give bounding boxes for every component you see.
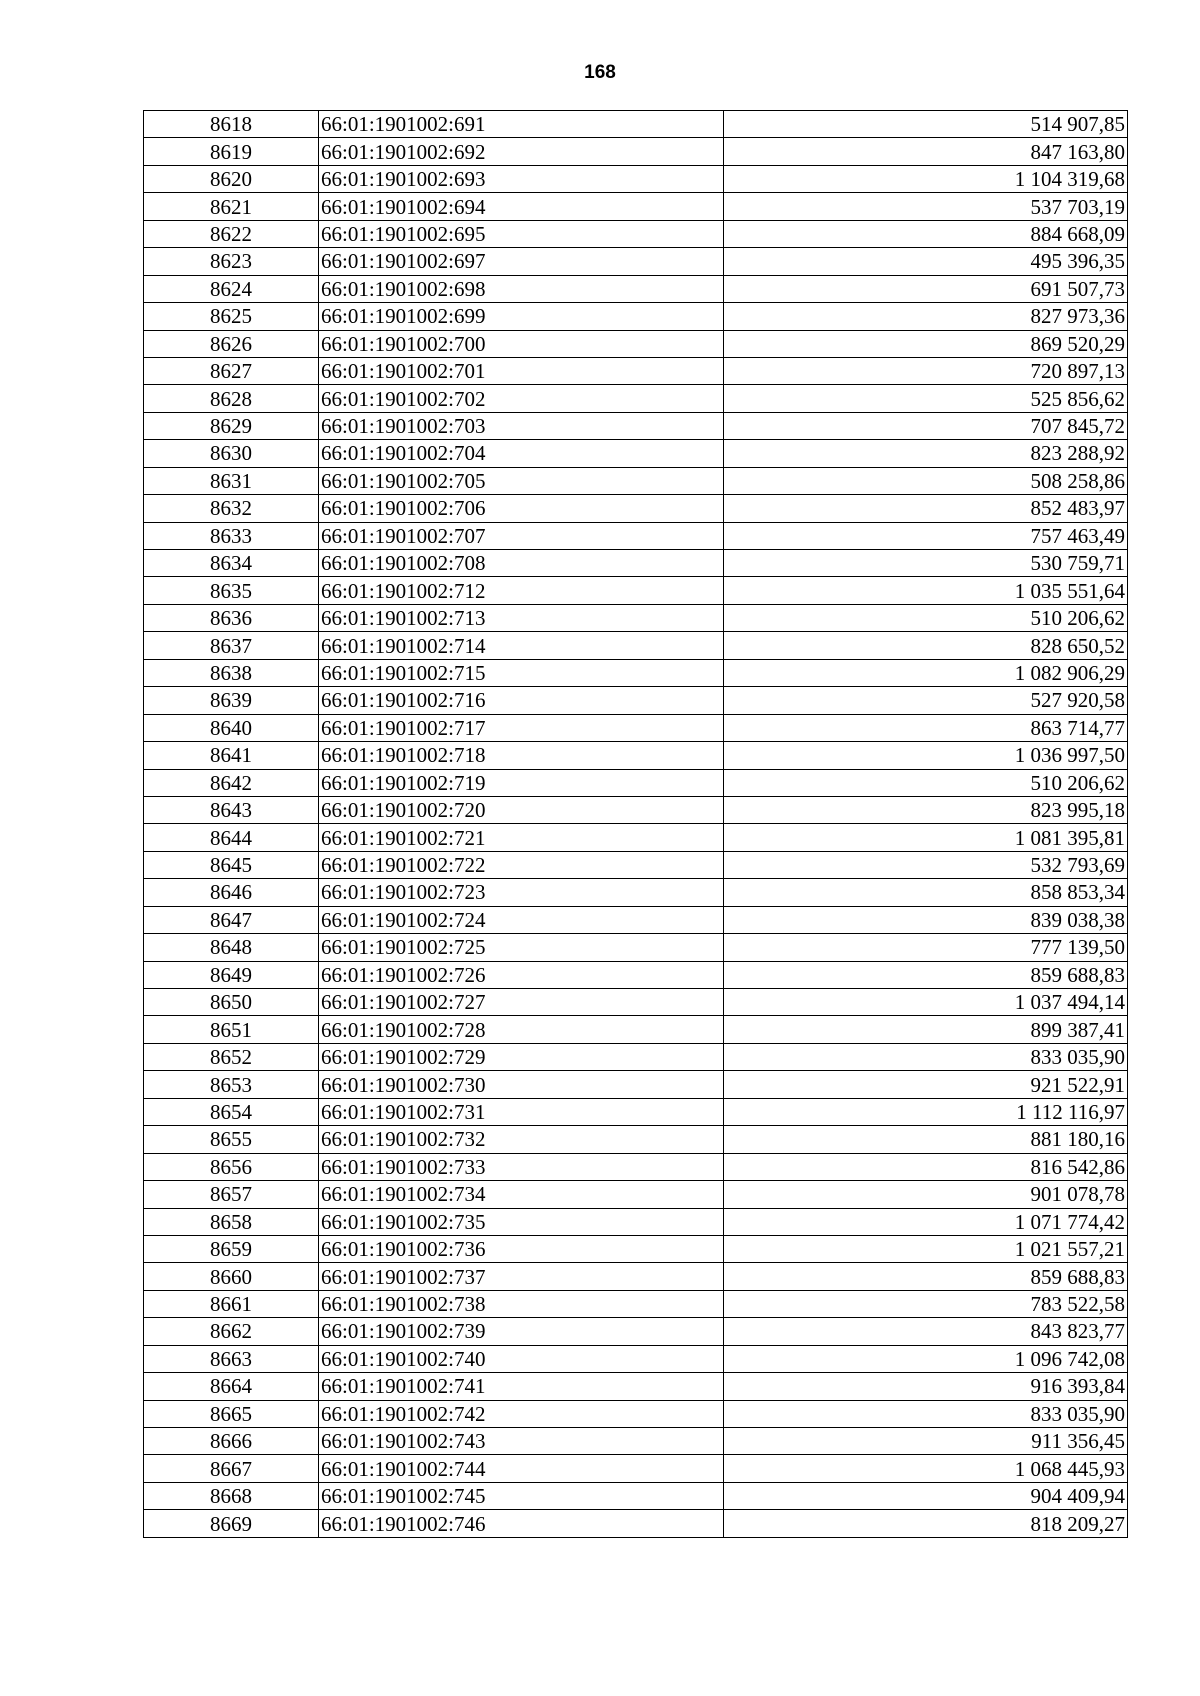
row-number-cell: 8653 <box>144 1071 319 1098</box>
row-number-cell: 8623 <box>144 248 319 275</box>
cadastral-number-cell: 66:01:1901002:729 <box>319 1043 724 1070</box>
cadastral-value-cell: 1 082 906,29 <box>724 659 1128 686</box>
table-row <box>144 330 1128 357</box>
cadastral-value-cell: 530 759,71 <box>724 550 1128 577</box>
table-row <box>144 165 1128 192</box>
cadastral-value-cell: 707 845,72 <box>724 412 1128 439</box>
row-number-cell: 8622 <box>144 220 319 247</box>
row-number-cell: 8636 <box>144 604 319 631</box>
table-row <box>144 1373 1128 1400</box>
cadastral-number-cell: 66:01:1901002:700 <box>319 330 724 357</box>
cadastral-number-cell: 66:01:1901002:730 <box>319 1071 724 1098</box>
cadastral-number-cell: 66:01:1901002:706 <box>319 495 724 522</box>
table-row <box>144 1043 1128 1070</box>
row-number-cell: 8634 <box>144 550 319 577</box>
cadastral-value-cell: 818 209,27 <box>724 1510 1128 1537</box>
cadastral-number-cell: 66:01:1901002:746 <box>319 1510 724 1537</box>
cadastral-number-cell: 66:01:1901002:726 <box>319 961 724 988</box>
table-row <box>144 1235 1128 1262</box>
table-row <box>144 934 1128 961</box>
table-row <box>144 989 1128 1016</box>
row-number-cell: 8630 <box>144 440 319 467</box>
row-number-cell: 8660 <box>144 1263 319 1290</box>
cadastral-number-cell: 66:01:1901002:716 <box>319 687 724 714</box>
cadastral-number-cell: 66:01:1901002:733 <box>319 1153 724 1180</box>
cadastral-value-cell: 510 206,62 <box>724 769 1128 796</box>
table-row <box>144 742 1128 769</box>
table-row <box>144 1455 1128 1482</box>
row-number-cell: 8652 <box>144 1043 319 1070</box>
cadastral-value-cell: 833 035,90 <box>724 1043 1128 1070</box>
cadastral-value-cell: 510 206,62 <box>724 604 1128 631</box>
row-number-cell: 8662 <box>144 1318 319 1345</box>
row-number-cell: 8641 <box>144 742 319 769</box>
page-number: 168 <box>584 62 616 83</box>
cadastral-number-cell: 66:01:1901002:692 <box>319 138 724 165</box>
cadastral-value-cell: 823 288,92 <box>724 440 1128 467</box>
row-number-cell: 8640 <box>144 714 319 741</box>
row-number-cell: 8643 <box>144 796 319 823</box>
table-row <box>144 275 1128 302</box>
cadastral-number-cell: 66:01:1901002:741 <box>319 1373 724 1400</box>
row-number-cell: 8621 <box>144 193 319 220</box>
cadastral-value-cell: 527 920,58 <box>724 687 1128 714</box>
cadastral-value-cell: 532 793,69 <box>724 851 1128 878</box>
cadastral-number-cell: 66:01:1901002:743 <box>319 1428 724 1455</box>
cadastral-number-cell: 66:01:1901002:740 <box>319 1345 724 1372</box>
cadastral-value-cell: 525 856,62 <box>724 385 1128 412</box>
row-number-cell: 8629 <box>144 412 319 439</box>
cadastral-value-cell: 495 396,35 <box>724 248 1128 275</box>
row-number-cell: 8657 <box>144 1181 319 1208</box>
table-row <box>144 385 1128 412</box>
table-row <box>144 1098 1128 1125</box>
row-number-cell: 8645 <box>144 851 319 878</box>
cadastral-value-table <box>143 110 1128 1538</box>
table-row <box>144 1482 1128 1509</box>
table-row <box>144 412 1128 439</box>
cadastral-number-cell: 66:01:1901002:737 <box>319 1263 724 1290</box>
cadastral-number-cell: 66:01:1901002:714 <box>319 632 724 659</box>
row-number-cell: 8646 <box>144 879 319 906</box>
cadastral-number-cell: 66:01:1901002:745 <box>319 1482 724 1509</box>
row-number-cell: 8628 <box>144 385 319 412</box>
table-row <box>144 769 1128 796</box>
table-row <box>144 1126 1128 1153</box>
table-row <box>144 1016 1128 1043</box>
cadastral-value-cell: 863 714,77 <box>724 714 1128 741</box>
table-row <box>144 550 1128 577</box>
row-number-cell: 8619 <box>144 138 319 165</box>
cadastral-number-cell: 66:01:1901002:708 <box>319 550 724 577</box>
cadastral-value-cell: 816 542,86 <box>724 1153 1128 1180</box>
cadastral-value-cell: 823 995,18 <box>724 796 1128 823</box>
cadastral-value-cell: 839 038,38 <box>724 906 1128 933</box>
row-number-cell: 8659 <box>144 1235 319 1262</box>
cadastral-number-cell: 66:01:1901002:735 <box>319 1208 724 1235</box>
cadastral-number-cell: 66:01:1901002:728 <box>319 1016 724 1043</box>
row-number-cell: 8625 <box>144 303 319 330</box>
cadastral-value-cell: 1 021 557,21 <box>724 1235 1128 1262</box>
cadastral-number-cell: 66:01:1901002:724 <box>319 906 724 933</box>
table-row <box>144 1153 1128 1180</box>
cadastral-value-cell: 1 037 494,14 <box>724 989 1128 1016</box>
cadastral-value-cell: 827 973,36 <box>724 303 1128 330</box>
row-number-cell: 8637 <box>144 632 319 659</box>
row-number-cell: 8669 <box>144 1510 319 1537</box>
cadastral-value-cell: 852 483,97 <box>724 495 1128 522</box>
table-row <box>144 1181 1128 1208</box>
cadastral-value-cell: 1 071 774,42 <box>724 1208 1128 1235</box>
cadastral-number-cell: 66:01:1901002:715 <box>319 659 724 686</box>
table-row <box>144 1428 1128 1455</box>
cadastral-number-cell: 66:01:1901002:691 <box>319 111 724 138</box>
cadastral-number-cell: 66:01:1901002:719 <box>319 769 724 796</box>
cadastral-value-cell: 911 356,45 <box>724 1428 1128 1455</box>
cadastral-value-cell: 720 897,13 <box>724 357 1128 384</box>
cadastral-number-cell: 66:01:1901002:727 <box>319 989 724 1016</box>
table-row <box>144 1318 1128 1345</box>
cadastral-number-cell: 66:01:1901002:723 <box>319 879 724 906</box>
cadastral-value-cell: 1 104 319,68 <box>724 165 1128 192</box>
cadastral-value-cell: 783 522,58 <box>724 1290 1128 1317</box>
cadastral-value-cell: 757 463,49 <box>724 522 1128 549</box>
cadastral-number-cell: 66:01:1901002:707 <box>319 522 724 549</box>
cadastral-value-cell: 828 650,52 <box>724 632 1128 659</box>
cadastral-value-cell: 691 507,73 <box>724 275 1128 302</box>
row-number-cell: 8648 <box>144 934 319 961</box>
cadastral-value-cell: 859 688,83 <box>724 961 1128 988</box>
cadastral-number-cell: 66:01:1901002:694 <box>319 193 724 220</box>
row-number-cell: 8668 <box>144 1482 319 1509</box>
cadastral-value-cell: 1 112 116,97 <box>724 1098 1128 1125</box>
cadastral-value-cell: 1 036 997,50 <box>724 742 1128 769</box>
row-number-cell: 8663 <box>144 1345 319 1372</box>
row-number-cell: 8667 <box>144 1455 319 1482</box>
cadastral-number-cell: 66:01:1901002:713 <box>319 604 724 631</box>
table-row <box>144 303 1128 330</box>
cadastral-value-cell: 847 163,80 <box>724 138 1128 165</box>
row-number-cell: 8658 <box>144 1208 319 1235</box>
cadastral-value-cell: 904 409,94 <box>724 1482 1128 1509</box>
table-row <box>144 440 1128 467</box>
table-row <box>144 522 1128 549</box>
table-row <box>144 1071 1128 1098</box>
cadastral-number-cell: 66:01:1901002:725 <box>319 934 724 961</box>
cadastral-number-cell: 66:01:1901002:698 <box>319 275 724 302</box>
row-number-cell: 8651 <box>144 1016 319 1043</box>
cadastral-value-cell: 537 703,19 <box>724 193 1128 220</box>
cadastral-number-cell: 66:01:1901002:732 <box>319 1126 724 1153</box>
row-number-cell: 8655 <box>144 1126 319 1153</box>
table-row <box>144 879 1128 906</box>
row-number-cell: 8618 <box>144 111 319 138</box>
cadastral-number-cell: 66:01:1901002:703 <box>319 412 724 439</box>
cadastral-number-cell: 66:01:1901002:701 <box>319 357 724 384</box>
table-row <box>144 1400 1128 1427</box>
table-row <box>144 357 1128 384</box>
cadastral-number-cell: 66:01:1901002:736 <box>319 1235 724 1262</box>
row-number-cell: 8650 <box>144 989 319 1016</box>
table-row <box>144 577 1128 604</box>
cadastral-value-cell: 901 078,78 <box>724 1181 1128 1208</box>
table-row <box>144 1208 1128 1235</box>
table-row <box>144 796 1128 823</box>
table-row <box>144 824 1128 851</box>
row-number-cell: 8642 <box>144 769 319 796</box>
row-number-cell: 8666 <box>144 1428 319 1455</box>
cadastral-number-cell: 66:01:1901002:721 <box>319 824 724 851</box>
cadastral-number-cell: 66:01:1901002:718 <box>319 742 724 769</box>
cadastral-value-cell: 921 522,91 <box>724 1071 1128 1098</box>
row-number-cell: 8639 <box>144 687 319 714</box>
table-row <box>144 961 1128 988</box>
cadastral-value-cell: 508 258,86 <box>724 467 1128 494</box>
cadastral-value-cell: 859 688,83 <box>724 1263 1128 1290</box>
table-row <box>144 467 1128 494</box>
row-number-cell: 8638 <box>144 659 319 686</box>
cadastral-number-cell: 66:01:1901002:695 <box>319 220 724 247</box>
cadastral-number-cell: 66:01:1901002:731 <box>319 1098 724 1125</box>
table-row <box>144 138 1128 165</box>
row-number-cell: 8635 <box>144 577 319 604</box>
cadastral-number-cell: 66:01:1901002:699 <box>319 303 724 330</box>
row-number-cell: 8647 <box>144 906 319 933</box>
row-number-cell: 8633 <box>144 522 319 549</box>
cadastral-value-cell: 777 139,50 <box>724 934 1128 961</box>
cadastral-number-cell: 66:01:1901002:720 <box>319 796 724 823</box>
row-number-cell: 8644 <box>144 824 319 851</box>
table-row <box>144 248 1128 275</box>
row-number-cell: 8627 <box>144 357 319 384</box>
row-number-cell: 8626 <box>144 330 319 357</box>
cadastral-number-cell: 66:01:1901002:744 <box>319 1455 724 1482</box>
cadastral-number-cell: 66:01:1901002:738 <box>319 1290 724 1317</box>
cadastral-value-cell: 1 081 395,81 <box>724 824 1128 851</box>
cadastral-number-cell: 66:01:1901002:693 <box>319 165 724 192</box>
table-row <box>144 193 1128 220</box>
cadastral-number-cell: 66:01:1901002:697 <box>319 248 724 275</box>
table-row <box>144 1290 1128 1317</box>
cadastral-value-cell: 1 068 445,93 <box>724 1455 1128 1482</box>
table-body <box>144 111 1128 1538</box>
cadastral-number-cell: 66:01:1901002:705 <box>319 467 724 494</box>
cadastral-value-cell: 858 853,34 <box>724 879 1128 906</box>
cadastral-number-cell: 66:01:1901002:704 <box>319 440 724 467</box>
cadastral-value-cell: 881 180,16 <box>724 1126 1128 1153</box>
cadastral-value-cell: 869 520,29 <box>724 330 1128 357</box>
row-number-cell: 8664 <box>144 1373 319 1400</box>
row-number-cell: 8656 <box>144 1153 319 1180</box>
table-row <box>144 906 1128 933</box>
cadastral-number-cell: 66:01:1901002:734 <box>319 1181 724 1208</box>
cadastral-value-cell: 1 035 551,64 <box>724 577 1128 604</box>
cadastral-value-cell: 833 035,90 <box>724 1400 1128 1427</box>
table-row <box>144 220 1128 247</box>
cadastral-value-cell: 899 387,41 <box>724 1016 1128 1043</box>
table-row <box>144 659 1128 686</box>
table-row <box>144 1510 1128 1537</box>
cadastral-number-cell: 66:01:1901002:712 <box>319 577 724 604</box>
cadastral-number-cell: 66:01:1901002:702 <box>319 385 724 412</box>
row-number-cell: 8649 <box>144 961 319 988</box>
table-row <box>144 495 1128 522</box>
cadastral-value-cell: 843 823,77 <box>724 1318 1128 1345</box>
cadastral-value-cell: 916 393,84 <box>724 1373 1128 1400</box>
cadastral-number-cell: 66:01:1901002:717 <box>319 714 724 741</box>
row-number-cell: 8661 <box>144 1290 319 1317</box>
table-row <box>144 714 1128 741</box>
table-row <box>144 632 1128 659</box>
table-row <box>144 851 1128 878</box>
table-row <box>144 1263 1128 1290</box>
cadastral-number-cell: 66:01:1901002:722 <box>319 851 724 878</box>
row-number-cell: 8620 <box>144 165 319 192</box>
row-number-cell: 8654 <box>144 1098 319 1125</box>
row-number-cell: 8665 <box>144 1400 319 1427</box>
cadastral-value-cell: 514 907,85 <box>724 111 1128 138</box>
table-row <box>144 687 1128 714</box>
cadastral-number-cell: 66:01:1901002:739 <box>319 1318 724 1345</box>
row-number-cell: 8631 <box>144 467 319 494</box>
row-number-cell: 8632 <box>144 495 319 522</box>
cadastral-value-cell: 884 668,09 <box>724 220 1128 247</box>
cadastral-number-cell: 66:01:1901002:742 <box>319 1400 724 1427</box>
table-row <box>144 1345 1128 1372</box>
row-number-cell: 8624 <box>144 275 319 302</box>
table-row <box>144 604 1128 631</box>
cadastral-value-cell: 1 096 742,08 <box>724 1345 1128 1372</box>
table-row <box>144 111 1128 138</box>
